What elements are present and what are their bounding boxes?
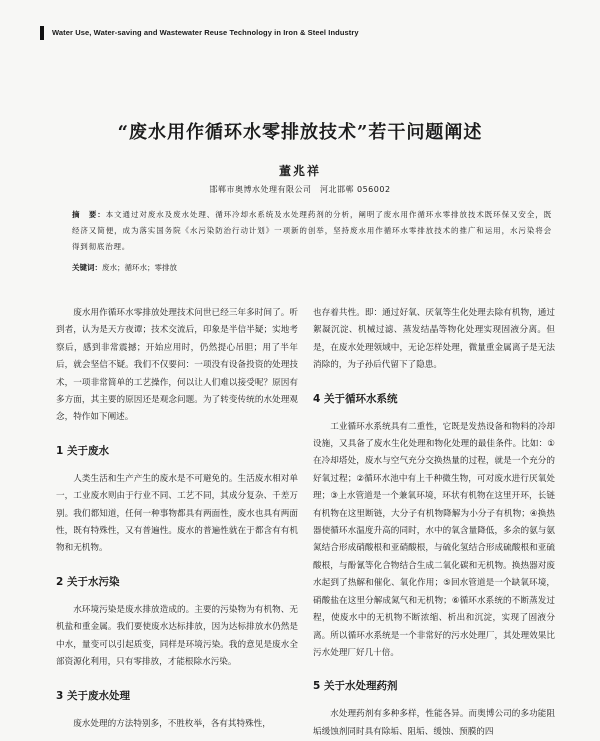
section-2-text: 水环境污染是废水排放造成的。主要的污染物为有机物、无机盐和重金属。我们要使废水达标排放，因为达标排放水仍然是中水，量变可以引起质变，同样是环境污染。我的意见是废水全部资源化利用，只有零排放，才能根除水污染。 (56, 604, 298, 668)
section-3-text: 废水处理的方法特别多，不胜枚举，各有其特殊性， (73, 718, 271, 729)
section-1-heading: 1 关于废水 (56, 444, 109, 457)
section-2-heading: 2 关于水污染 (56, 575, 120, 588)
section-5-text: 水处理药剂有多种多样，性能各异。而奥博公司的多功能阻垢缓蚀剂同时具有除垢、阻垢、缓蚀、预膜的四 (313, 709, 555, 737)
affiliation: 邯郸市奥博水处理有限公司 河北邯郸 056002 (209, 185, 391, 194)
continued-paragraph: 也存着共性。即：通过好氧、厌氧等生化处理去除有机物，通过絮凝沉淀、机械过滤、蒸发结晶等物化处理实现固液分离。但是，在废水处理领域中，无论怎样处理，微量重金属离子是无法消除的，为子孙后代留下了隐患。 (313, 308, 555, 371)
abstract (72, 207, 552, 255)
keywords-text: 废水；循环水；零排放 (102, 263, 177, 272)
running-header: Water Use, Water-saving and Wastewater Reuse Technology in Iron & Steel Industry (40, 26, 359, 40)
paper-title: “废水用作循环水零排放技术”若干问题阐述 (117, 122, 483, 143)
intro-paragraph: 废水用作循环水零排放处理技术问世已经三年多时间了。听到者，认为是天方夜谭；技术交流后，印象是半信半疑；实地考察后，感到非常震撼；开始应用时，仍然提心吊胆；用了半年后，就会坚信不疑。我们不仅要问：一项没有设备投资的处理技术，一项非常简单的工艺操作，何以让人们难以接受呢？原因有多方面，其主要的原因还是观念问题。为了转变传统的水处理观念，特作如下阐述。 (56, 308, 298, 423)
abstract-label: 摘 要： (72, 210, 106, 219)
abstract-text: 本文通过对废水及废水处理、循环冷却水系统及水处理药剂的分析，阐明了废水用作循环水零排放技术既环保又安全，既经济又简便，成为落实国务院《水污染防治行动计划》一项新的创举，坚持废水用作循环水零排放技术的推广和运用，水污染将会得到彻底治理。 (72, 210, 552, 251)
section-4-heading: 4 关于循环水系统 (313, 392, 398, 405)
section-3-heading: 3 关于废水处理 (56, 689, 130, 702)
section-5-heading: 5 关于水处理药剂 (313, 680, 398, 693)
right-column (313, 305, 555, 741)
keywords (72, 260, 552, 276)
keywords-label: 关键词： (72, 263, 102, 272)
left-column (56, 305, 298, 733)
section-4-text: 工业循环水系统具有二重性，它既是发热设备和物料的冷却设施，又具备了废水生化处理和物化处理的最佳条件。比如：①在冷却塔处，废水与空气充分交换热量的过程，就是一个充分的好氧过程；②循环水池中有上千种微生物，可对废水进行厌氧处理；③上水管道是一个兼氧环境，环状有机物在这里开环，长链有机物在这里断链，大分子有机物降解为小分子有机物；④换热器使循环水温度升高的同时，水中的氧含量降低，多余的氨与氨氮结合形成硝酸根和亚硝酸根，与硫化氢结合形成硫酸根和亚硫酸根，与酚氰等化合物结合生成二氧化碳和无机物。换热器对废水起到了热解和催化、氧化作用；⑤回水管道是一个缺氧环境，硝酸盐在这里分解成氮气和无机物；⑥循环水系统的不断蒸发过程，使废水中的无机物不断浓缩、析出和沉淀，实现了固液分离。所以循环水系统是一个非常好的污水处理厂，其处理效果比污水处理厂好几十倍。 (313, 421, 555, 658)
section-1-text: 人类生活和生产产生的废水是不可避免的。生活废水相对单一，工业废水则由于行业不同、工艺不同，其成分复杂、千差万别。我们都知道，任何一种事物都具有两面性，废水也具有两面性，既有特殊性，又有普遍性。废水的普遍性就在于都含有有机物和无机物。 (56, 473, 298, 554)
author: 董兆祥 (278, 164, 321, 178)
